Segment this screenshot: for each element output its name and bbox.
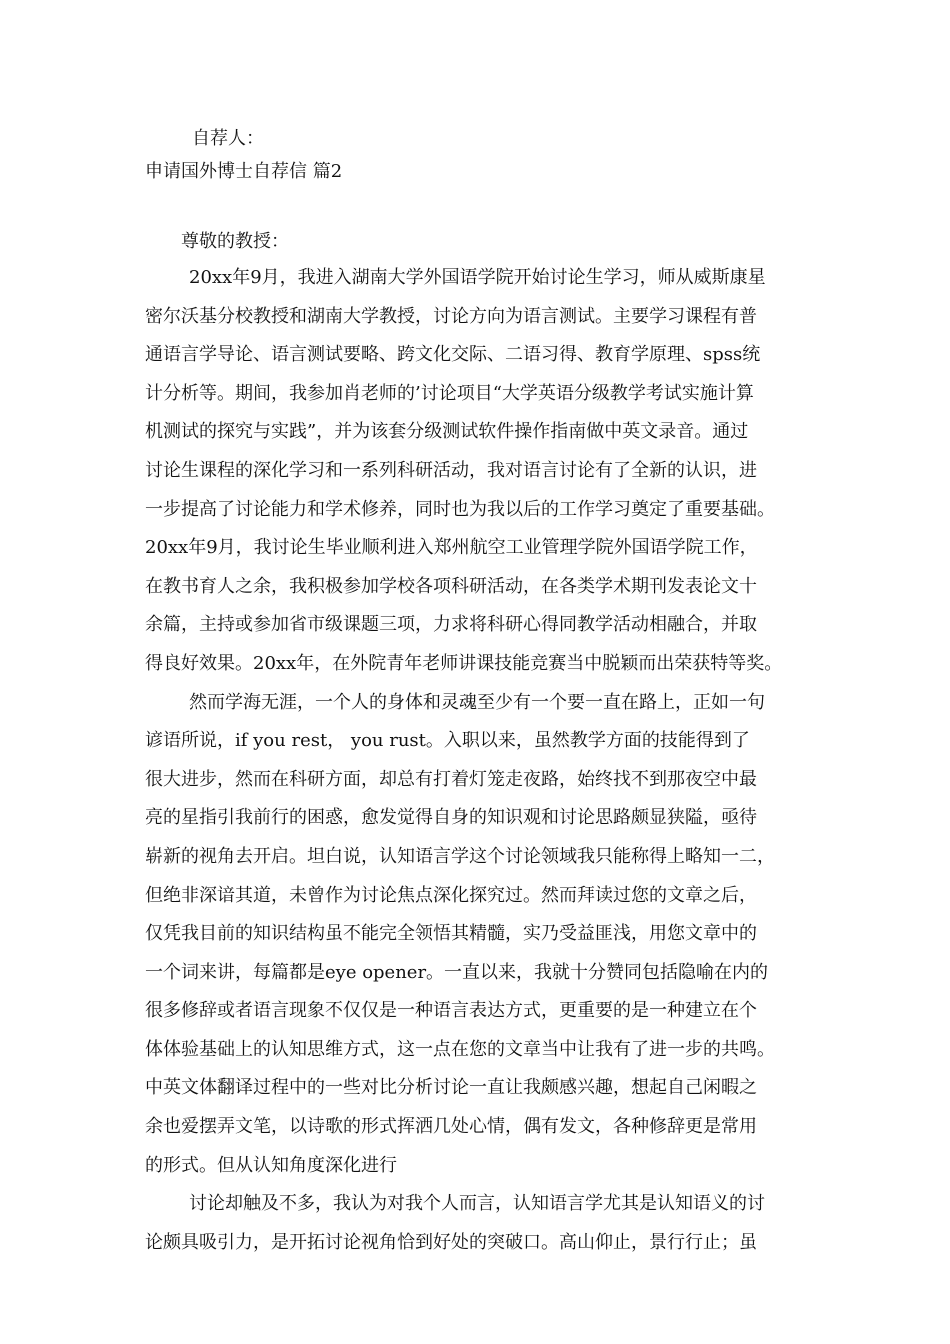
text-line: 崭新的视角去开启。坦白说，认知语言学这个讨论领域我只能称得上略知一二， — [145, 845, 775, 867]
text-line: 通语言学导论、语言测试要略、跨文化交际、二语习得、教育学原理、spss统 — [145, 344, 761, 366]
text-line: 的形式。但从认知角度深化进行 — [145, 1154, 397, 1176]
salutation: 尊敬的教授： — [181, 231, 289, 252]
text-line: 很多修辞或者语言现象不仅仅是一种语言表达方式，更重要的是一种建立在个 — [145, 1000, 757, 1022]
text-line: 仅凭我目前的知识结构虽不能完全领悟其精髓，实乃受益匪浅，用您文章中的 — [145, 923, 757, 945]
text-line: 得良好效果。20xx年，在外院青年老师讲课技能竞赛当中脱颖而出荣获特等奖。 — [145, 652, 783, 674]
text-line: 但绝非深谙其道，未曾作为讨论焦点深化探究过。然而拜读过您的文章之后， — [145, 884, 757, 906]
text-line: 20xx年9月，我进入湖南大学外国语学院开始讨论生学习，师从威斯康星 — [189, 267, 766, 288]
text-line: 论颇具吸引力，是开拓讨论视角恰到好处的突破口。高山仰止，景行行止；虽 — [145, 1231, 757, 1253]
text-line: 余篇，主持或参加省市级课题三项，力求将科研心得同教学活动相融合，并取 — [145, 614, 757, 636]
text-line: 机测试的探究与实践”，并为该套分级测试软件操作指南做中英文录音。通过 — [145, 421, 749, 443]
text-line: 然而学海无涯，一个人的身体和灵魂至少有一个要一直在路上，正如一句 — [189, 691, 765, 713]
text-line: 体体验基础上的认知思维方式，这一点在您的文章当中让我有了进一步的共鸣。 — [145, 1038, 775, 1060]
text-line: 在教书育人之余，我积极参加学校各项科研活动，在各类学术期刊发表论文十 — [145, 575, 757, 597]
text-line: 讨论生课程的深化学习和一系列科研活动，我对语言讨论有了全新的认识，进 — [145, 459, 757, 481]
text-line: 计分析等。期间，我参加肖老师的’讨论项目“大学英语分级教学考试实施计算 — [145, 382, 754, 404]
text-line: 密尔沃基分校教授和湖南大学教授，讨论方向为语言测试。主要学习课程有普 — [145, 305, 757, 327]
text-line: 亮的星指引我前行的困惑，愈发觉得自身的知识观和讨论思路颇显狭隘，亟待 — [145, 807, 757, 829]
text-line: 一个词来讲，每篇都是eye opener。一直以来，我就十分赞同包括隐喻在内的 — [145, 961, 769, 983]
text-line: 中英文体翻译过程中的一些对比分析讨论一直让我颇感兴趣，想起自己闲暇之 — [145, 1077, 757, 1099]
text-line: 讨论却触及不多，我认为对我个人而言，认知语言学尤其是认知语义的讨 — [189, 1193, 765, 1215]
text-line: 一步提高了讨论能力和学术修养，同时也为我以后的工作学习奠定了重要基础。 — [145, 498, 775, 520]
document-title: 申请国外博士自荐信 篇2 — [145, 161, 343, 182]
text-line: 很大进步，然而在科研方面，却总有打着灯笼走夜路，始终找不到那夜空中最 — [145, 768, 757, 790]
text-line: 20xx年9月，我讨论生毕业顺利进入郑州航空工业管理学院外国语学院工作， — [145, 537, 758, 559]
signer-label: 自荐人： — [192, 128, 264, 149]
letter-body — [145, 259, 810, 1262]
text-line: 余也爱摆弄文笔，以诗歌的形式挥洒几处心情，偶有发文，各种修辞更是常用 — [145, 1116, 757, 1138]
text-line: 谚语所说，if you rest， you rust。入职以来，虽然教学方面的技能得到了 — [145, 730, 750, 752]
